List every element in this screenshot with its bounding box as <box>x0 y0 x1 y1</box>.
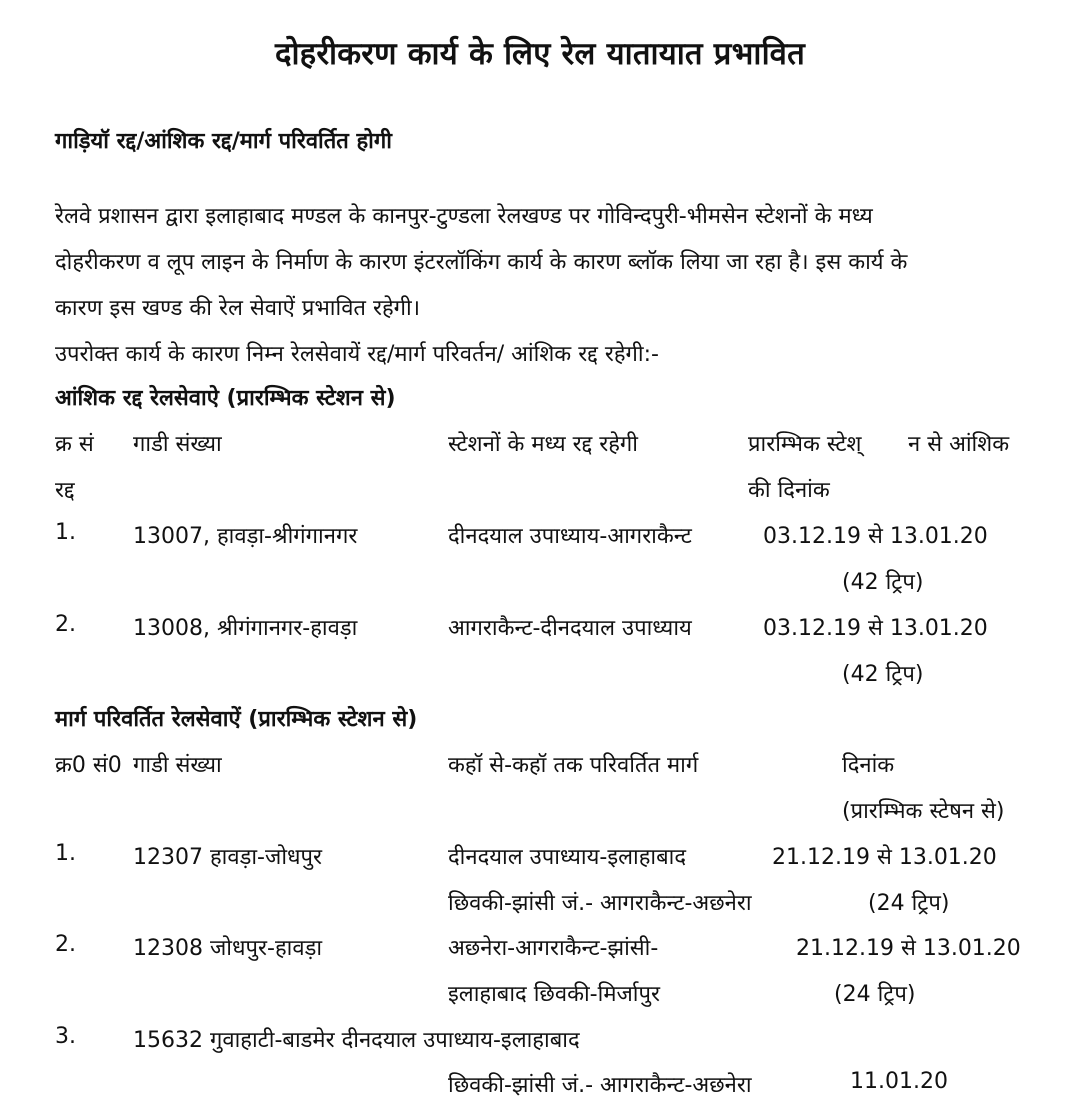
row-route-cont: छिवकी-झांसी जं.- आगराकैन्ट-अछनेरा <box>448 1073 752 1098</box>
row-train: 12307 हावड़ा-जोधपुर <box>133 845 323 870</box>
row-dates: 11.01.20 <box>850 1069 948 1094</box>
header-between: स्टेशनों के मध्य रद्द रहेगी <box>448 432 638 457</box>
row-dates: 03.12.19 से 13.01.20 <box>763 616 988 641</box>
header-serial: क्र0 सं0 <box>55 753 122 778</box>
paragraph-line: दोहरीकरण व लूप लाइन के निर्माण के कारण इंटरलॉकिंग कार्य के कारण ब्लॉक लिया जा रहा है। इस कार्य के <box>55 250 908 275</box>
header-date: की दिनांक <box>748 478 830 503</box>
row-train: 12308 जोधपुर-हावड़ा <box>133 936 323 961</box>
row-trips: (42 ट्रिप) <box>842 570 924 595</box>
row-serial: 2. <box>55 932 76 957</box>
row-serial: 1. <box>55 841 76 866</box>
row-trips: (24 ट्रिप) <box>868 891 950 916</box>
header-route: कहॉ से-कहॉ तक परिवर्तित मार्ग <box>448 753 699 778</box>
row-serial: 3. <box>55 1024 76 1049</box>
paragraph-line: कारण इस खण्ड की रेल सेवाऐं प्रभावित रहेगी। <box>55 296 421 321</box>
row-route-cont: छिवकी-झांसी जं.- आगराकैन्ट-अछनेरा <box>448 891 752 916</box>
diverted-heading: मार्ग परिवर्तित रेलसेवाऐं (प्रारम्भिक स्टेशन से) <box>55 707 418 732</box>
header-serial-cont: रद्द <box>55 478 75 503</box>
row-dates: 21.12.19 से 13.01.20 <box>772 845 997 870</box>
row-route: दीनदयाल उपाध्याय-इलाहाबाद <box>448 845 687 870</box>
paragraph-line: उपरोक्त कार्य के कारण निम्न रेलसेवायें रद्द/मार्ग परिवर्तन/ आंशिक रद्द रहेगी:- <box>55 342 659 367</box>
page-title: दोहरीकरण कार्य के लिए रेल यातायात प्रभावित <box>274 36 805 72</box>
header-date: दिनांक <box>842 753 895 778</box>
header-train: गाडी संख्या <box>133 432 222 457</box>
row-between: दीनदयाल उपाध्याय-आगराकैन्ट <box>448 524 692 549</box>
header-serial: क्र सं <box>55 432 94 457</box>
row-route: अछनेरा-आगराकैन्ट-झांसी- <box>448 936 659 961</box>
row-serial: 2. <box>55 612 76 637</box>
row-route-cont: इलाहाबाद छिवकी-मिर्जापुर <box>448 982 660 1007</box>
row-dates: 21.12.19 से 13.01.20 <box>796 936 1021 961</box>
row-trips: (42 ट्रिप) <box>842 662 924 687</box>
row-between: आगराकैन्ट-दीनदयाल उपाध्याय <box>448 616 692 641</box>
header-train: गाडी संख्या <box>133 753 222 778</box>
row-train: 13008, श्रीगंगानगर-हावड़ा <box>133 616 358 641</box>
paragraph-line: रेलवे प्रशासन द्वारा इलाहाबाद मण्डल के कानपुर-टुण्डला रेलखण्ड पर गोविन्दपुरी-भीमसेन स्टेशनों के मध्य <box>55 204 873 229</box>
header-start: प्रारम्भिक स्टेश् <box>748 432 862 457</box>
row-trips: (24 ट्रिप) <box>834 982 916 1007</box>
row-serial: 1. <box>55 520 76 545</box>
partial-cancel-heading: आंशिक रद्द रेलसेवाऐ (प्रारम्भिक स्टेशन से) <box>55 386 396 411</box>
row-dates: 03.12.19 से 13.01.20 <box>763 524 988 549</box>
row-train: 15632 गुवाहाटी-बाडमेर दीनदयाल उपाध्याय-इलाहाबाद <box>133 1028 580 1053</box>
header-date-cont: (प्रारम्भिक स्टेषन से) <box>842 799 1005 824</box>
header-start-cont: न से आंशिक <box>908 432 1010 457</box>
row-train: 13007, हावड़ा-श्रीगंगानगर <box>133 524 358 549</box>
section-subtitle: गाड़ियॉ रद्द/आंशिक रद्द/मार्ग परिवर्तित होगी <box>55 129 392 154</box>
